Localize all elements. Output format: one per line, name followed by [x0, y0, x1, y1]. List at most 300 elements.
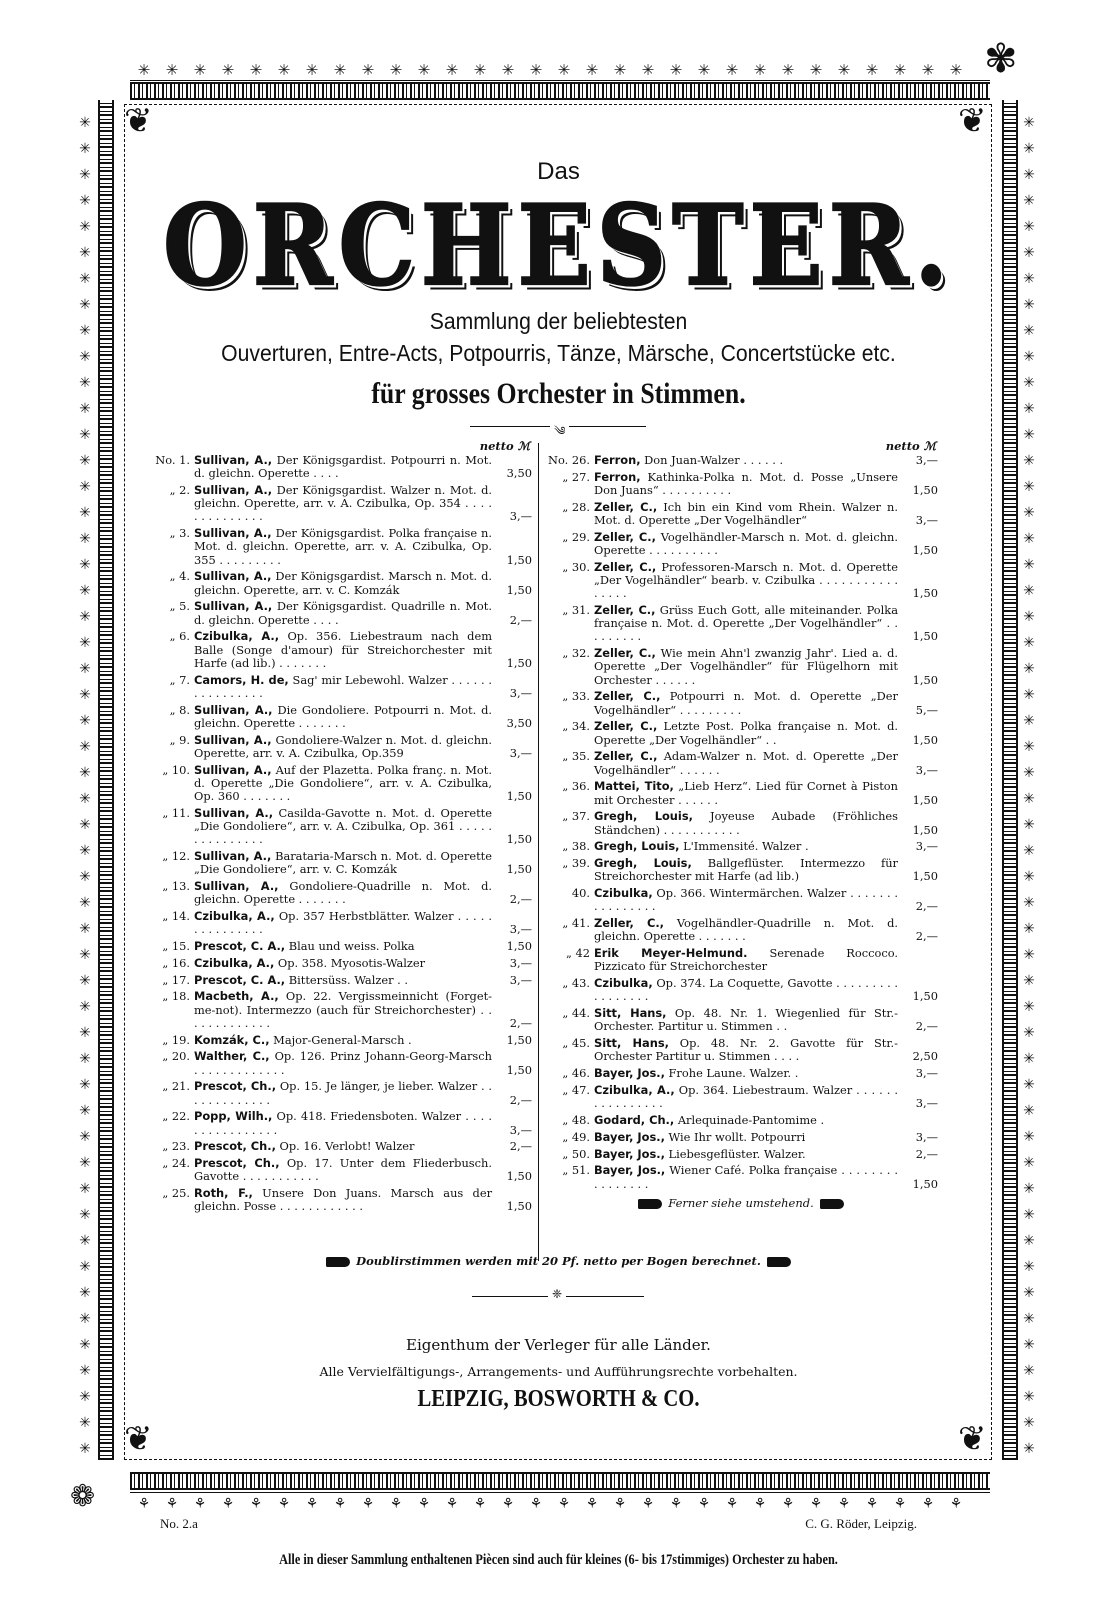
catalog-entry	[144, 1140, 532, 1153]
entry-price: 1,50	[912, 822, 938, 837]
star-ornament-icon: ✳	[809, 61, 823, 79]
star-ornament-icon: ⚘	[473, 1496, 487, 1512]
entry-price: 3,—	[509, 972, 532, 987]
catalog-entry	[144, 1187, 532, 1213]
entry-composer: Gregh, Louis,	[594, 809, 693, 824]
entry-description	[194, 910, 492, 936]
entry-composer: Sullivan, A.,	[194, 599, 273, 614]
star-ornament-icon: ✳	[1023, 817, 1035, 833]
entry-composer: Gregh, Louis,	[594, 856, 692, 871]
entry-number: „ 33.	[562, 689, 590, 704]
entry-composer: Czibulka, A.,	[194, 909, 275, 924]
entry-description	[194, 850, 492, 876]
star-ornament-icon: ✳	[79, 661, 91, 677]
entry-composer: Macbeth, A.,	[194, 989, 279, 1004]
star-ornament-icon: ✳	[79, 921, 91, 937]
star-ornament-icon: ✳	[697, 61, 711, 79]
entry-title: Grüss Euch Gott, alle miteinander. Polka française n. Mot. d. Operette „Der Vogelhändler“ . . . . . . . . .	[594, 603, 898, 644]
entry-description	[594, 887, 898, 913]
star-ornament-icon: ⚘	[193, 1496, 207, 1512]
entry-number: „ 12.	[162, 849, 190, 864]
star-ornament-icon: ✳	[1023, 1129, 1035, 1145]
pointing-hand-icon	[326, 1257, 350, 1267]
entry-title: Op. 17. Unter dem Fliederbusch. Gavotte . . . . . . . . . . .	[194, 1156, 492, 1184]
star-ornament-icon: ✳	[79, 349, 91, 365]
entry-price: 2,50	[912, 1049, 938, 1064]
star-ornament-icon: ✳	[1023, 1389, 1035, 1405]
entry-number: „ 17.	[162, 972, 190, 987]
catalog-entry	[544, 471, 938, 497]
star-ornament-icon: ✳	[1023, 531, 1035, 547]
star-ornament-icon: ✳	[585, 61, 599, 79]
entry-number: „ 22.	[162, 1109, 190, 1124]
entry-price: 1,50	[506, 1032, 532, 1047]
entry-title: Der Königsgardist. Quadrille n. Mot. d. gleichn. Operette . . . .	[194, 599, 492, 627]
star-ornament-icon: ⚘	[781, 1496, 795, 1512]
entry-number: „ 34.	[562, 719, 590, 734]
entry-description	[194, 990, 492, 1030]
top-border-band	[130, 82, 990, 100]
star-ornament-icon: ✳	[1023, 1181, 1035, 1197]
entry-description	[594, 750, 898, 776]
entry-number: „ 2.	[169, 483, 190, 497]
catalog-entry	[144, 974, 532, 987]
divider-flourish-icon: ༄	[550, 418, 569, 452]
catalog-entry	[544, 1114, 938, 1127]
entry-description	[194, 1157, 492, 1183]
entry-price: 3,—	[915, 762, 938, 777]
entry-title: L'Immensité. Walzer .	[683, 839, 809, 854]
star-ornament-icon: ✳	[79, 375, 91, 391]
entry-price: 1,50	[506, 832, 532, 847]
catalog-entry	[544, 1131, 938, 1144]
entry-title: Wie Ihr wollt. Potpourri	[668, 1129, 806, 1144]
star-ornament-icon: ✳	[79, 453, 91, 469]
entry-number: „ 35.	[562, 749, 590, 764]
catalog-entry	[144, 734, 532, 760]
catalog-entry	[544, 690, 938, 716]
star-ornament-icon: ✳	[1023, 505, 1035, 521]
catalog-entry	[144, 570, 532, 596]
entry-number: „ 36.	[562, 779, 590, 794]
star-ornament-icon: ✳	[1023, 739, 1035, 755]
catalog-entry	[144, 1034, 532, 1047]
entry-title: Casilda-Gavotte n. Mot. d. Operette „Die Gondoliere“, arr. v. A. Czibulka, Op. 361 . . . . . . . . . . . . . . .	[194, 805, 492, 847]
entry-description	[594, 531, 898, 557]
entry-composer: Bayer, Jos.,	[594, 1129, 665, 1144]
entry-title: Potpourri n. Mot. d. Operette „Der Vogelhändler“ . . . . . . . . .	[594, 689, 898, 717]
star-ornament-icon: ✳	[249, 61, 263, 79]
entry-composer: Sullivan, A.,	[194, 879, 279, 894]
pointing-hand-icon	[820, 1199, 844, 1209]
entry-composer: Sullivan, A.,	[194, 453, 273, 467]
star-ornament-icon: ⚘	[837, 1496, 851, 1512]
star-ornament-icon: ✳	[79, 115, 91, 131]
catalog-entry	[544, 604, 938, 644]
catalog-column-left	[144, 440, 532, 1217]
entry-price: 3,—	[509, 955, 532, 970]
star-ornament-icon: ✳	[79, 1077, 91, 1093]
star-ornament-icon: ✳	[1023, 635, 1035, 651]
catalog-entry	[544, 1007, 938, 1033]
entry-price: 3,50	[506, 466, 532, 481]
entry-title: Serenade Roccoco. Pizzicato für Streichorchester	[594, 946, 899, 974]
star-ornament-icon: ✳	[79, 583, 91, 599]
entry-composer: Czibulka,	[594, 976, 653, 991]
entry-price: 3,—	[509, 745, 532, 760]
entry-title: Unsere Don Juans. Marsch aus der gleichn. Posse . . . . . . . . . . . .	[194, 1186, 493, 1214]
ferner-note-text: Ferner siehe umstehend.	[668, 1195, 814, 1210]
subtitle-line-2: Ouverturen, Entre-Acts, Potpourris, Tänze, Märsche, Concertstücke etc.	[221, 340, 896, 366]
star-ornament-icon: ✳	[1023, 1025, 1035, 1041]
star-ornament-icon: ✳	[79, 609, 91, 625]
star-ornament-icon: ✳	[1023, 141, 1035, 157]
entry-number: „ 37.	[562, 809, 590, 824]
entry-number: „ 30.	[562, 559, 590, 574]
entry-description	[594, 1007, 898, 1033]
entry-price: 2,—	[915, 899, 938, 914]
entry-description	[594, 1084, 898, 1110]
star-ornament-icon: ⚘	[333, 1496, 347, 1512]
rights-title: Eigenthum der Verleger für alle Länder.	[406, 1336, 711, 1354]
entry-description	[194, 940, 492, 953]
entry-composer: Zeller, C.,	[594, 603, 656, 617]
catalog-entry	[144, 1080, 532, 1106]
entry-description	[594, 454, 898, 467]
star-ornament-icon: ⚘	[753, 1496, 767, 1512]
star-ornament-icon: ✳	[79, 1259, 91, 1275]
entry-description	[594, 604, 898, 644]
star-ornament-icon: ✳	[79, 635, 91, 651]
title-prefix: Das	[537, 158, 580, 185]
catalog-entry	[144, 957, 532, 970]
entry-title: Arlequinade-Pantomime .	[677, 1113, 825, 1127]
entry-number: „ 11.	[162, 805, 190, 820]
catalog-entry	[144, 1157, 532, 1183]
entry-price: 3,—	[509, 685, 532, 700]
entry-number: „ 14.	[162, 909, 190, 924]
catalog-entry	[144, 704, 532, 730]
star-ornament-icon: ✳	[473, 61, 487, 79]
entry-price: 1,50	[912, 543, 938, 557]
doublir-note-text: Doublirstimmen werden mit 20 Pf. netto per Bogen berechnet.	[356, 1254, 761, 1268]
entry-number: „ 7.	[169, 672, 190, 687]
entry-description	[594, 780, 898, 806]
pointing-hand-icon	[638, 1199, 662, 1209]
star-ornament-icon: ✳	[79, 1285, 91, 1301]
star-ornament-icon: ✳	[277, 61, 291, 79]
entry-description	[194, 454, 492, 480]
entry-composer: Sitt, Hans,	[594, 1006, 667, 1021]
star-ornament-icon: ✳	[1023, 1285, 1035, 1301]
catalog-entry	[144, 527, 532, 567]
entry-description	[194, 974, 492, 987]
pointing-hand-icon	[767, 1257, 791, 1267]
entry-composer: Zeller, C.,	[594, 749, 658, 764]
star-ornament-icon: ✳	[79, 895, 91, 911]
star-ornament-icon: ✳	[79, 167, 91, 183]
entry-composer: Zeller, C.,	[594, 689, 661, 704]
entry-description	[594, 647, 898, 687]
star-ornament-icon: ✳	[79, 739, 91, 755]
floral-scroll-ornament-icon: ✾	[984, 36, 1018, 82]
entry-description	[594, 1067, 898, 1080]
catalog-entry	[144, 940, 532, 953]
entry-composer: Prescot, C. A.,	[194, 939, 286, 954]
entry-number: „ 15.	[162, 939, 190, 954]
entry-number: „ 21.	[162, 1079, 190, 1094]
entry-price: 3,—	[915, 839, 938, 854]
star-ornament-icon: ✳	[79, 219, 91, 235]
entry-title: Wiener Café. Polka française . . . . . . . . . . . . . . . .	[594, 1163, 898, 1191]
entry-composer: Bayer, Jos.,	[594, 1163, 666, 1178]
entry-number: „ 48.	[562, 1113, 590, 1127]
entry-composer: Czibulka, A.,	[194, 629, 280, 644]
entry-composer: Zeller, C.,	[594, 559, 657, 574]
star-ornament-icon: ⚘	[893, 1496, 907, 1512]
entry-title: Liebesgeflüster. Walzer.	[668, 1146, 806, 1161]
star-ornament-icon: ⚘	[585, 1496, 599, 1512]
entry-description	[194, 1080, 492, 1106]
entry-number: No. 26.	[548, 453, 590, 467]
catalog-entry	[144, 850, 532, 876]
entry-title: Vogelhändler-Marsch n. Mot. d. gleichn. Operette . . . . . . . . . .	[594, 529, 898, 557]
ferner-note	[544, 1197, 938, 1210]
entry-description	[194, 764, 492, 804]
star-ornament-icon: ✳	[79, 1025, 91, 1041]
star-ornament-icon: ✳	[79, 1441, 91, 1457]
entry-number: „ 6.	[169, 629, 190, 644]
star-ornament-icon: ✳	[669, 61, 683, 79]
entry-title: „Lieb Herz“. Lied für Cornet à Piston mit Orchester . . . . . .	[594, 779, 899, 807]
entry-description	[194, 1140, 492, 1153]
entry-number: „ 32.	[562, 646, 590, 661]
publisher: LEIPZIG, BOSWORTH & CO.	[417, 1386, 700, 1412]
entry-title: Op. 126. Prinz Johann-Georg-Marsch . . . . . . . . . . . . .	[194, 1049, 492, 1077]
star-ornament-icon: ✳	[333, 61, 347, 79]
star-ornament-icon: ✳	[1023, 895, 1035, 911]
star-ornament-icon: ✳	[79, 817, 91, 833]
star-ornament-icon: ⚘	[865, 1496, 879, 1512]
entry-description	[594, 1114, 898, 1127]
star-ornament-icon: ✳	[79, 869, 91, 885]
entry-title: Auf der Plazetta. Polka franç. n. Mot. d. Operette „Die Gondoliere“, arr. v. A. Czibulka, Op. 360 . . . . . . .	[194, 762, 492, 804]
star-ornament-icon: ⚘	[137, 1496, 151, 1512]
star-ornament-icon: ✳	[1023, 167, 1035, 183]
entry-description	[594, 947, 898, 973]
entry-description	[594, 690, 898, 716]
catalog-entry	[544, 810, 938, 836]
star-ornament-icon: ✳	[1023, 1155, 1035, 1171]
star-ornament-icon: ✳	[1023, 557, 1035, 573]
entry-number: „ 38.	[562, 839, 590, 854]
entry-title: Op. 48. Nr. 2. Gavotte für Str.-Orchester Partitur u. Stimmen . . . .	[594, 1036, 898, 1064]
entry-price: 1,50	[506, 939, 532, 954]
star-ornament-icon: ✳	[79, 843, 91, 859]
star-ornament-icon: ✳	[501, 61, 515, 79]
star-ornament-icon: ✳	[79, 1103, 91, 1119]
entry-number: „ 28.	[562, 499, 590, 514]
star-ornament-icon: ✳	[79, 973, 91, 989]
entry-price: 3,—	[509, 509, 532, 524]
entry-number: „ 39.	[562, 856, 590, 871]
star-ornament-icon: ✳	[79, 271, 91, 287]
entry-composer: Gregh, Louis,	[594, 839, 680, 854]
star-ornament-icon: ✳	[193, 61, 207, 79]
column-separator	[538, 443, 539, 1261]
entry-description	[194, 957, 492, 970]
entry-composer: Camors, H. de,	[194, 672, 289, 687]
star-ornament-icon: ✳	[1023, 609, 1035, 625]
star-ornament-icon: ⚘	[809, 1496, 823, 1512]
scroll-ornament-icon: ❁	[70, 1479, 96, 1514]
entry-number: „ 45.	[562, 1036, 590, 1051]
entry-composer: Roth, F.,	[194, 1186, 253, 1201]
star-ornament-icon: ✳	[1023, 1259, 1035, 1275]
bottom-border-band	[130, 1472, 990, 1490]
entry-price: 3,—	[915, 1129, 938, 1144]
entry-composer: Ferron,	[594, 453, 641, 467]
star-ornament-icon: ✳	[781, 61, 795, 79]
entry-composer: Zeller, C.,	[594, 646, 656, 661]
entry-title: Ich bin ein Kind vom Rhein. Walzer n. Mot. d. Operette „Der Vogelhändler“	[594, 499, 898, 527]
star-ornament-icon: ⚘	[501, 1496, 515, 1512]
star-ornament-icon: ✳	[79, 999, 91, 1015]
entry-description	[594, 810, 898, 836]
entry-number: „ 51.	[562, 1163, 590, 1178]
catalog-entry	[544, 1067, 938, 1080]
catalog-entry	[544, 720, 938, 746]
star-ornament-icon: ✳	[1023, 583, 1035, 599]
entry-price: 1,50	[912, 672, 938, 687]
entry-composer: Erik Meyer-Helmund.	[594, 946, 748, 961]
star-ornament-icon: ⚘	[277, 1496, 291, 1512]
entry-price: 2,—	[509, 1139, 532, 1154]
entry-title: Op. 356. Liebestraum nach dem Balle (Songe d'amour) für Streichorchester mit Harfe (ad lib.) . . . . . . .	[194, 629, 492, 670]
star-ornament-icon: ✳	[949, 61, 963, 79]
star-ornament-icon: ✳	[1023, 1441, 1035, 1457]
entry-price: 5,—	[915, 702, 938, 717]
entry-price: 1,50	[506, 582, 532, 597]
entry-title: Blau und weiss. Polka	[288, 939, 415, 954]
star-ornament-icon: ✳	[1023, 219, 1035, 235]
entry-price: 2,—	[509, 1015, 532, 1030]
star-ornament-icon: ✳	[79, 531, 91, 547]
catalog-entry	[544, 947, 938, 973]
page-title: ORCHESTER.	[163, 180, 954, 311]
entry-number: „ 49.	[562, 1129, 590, 1144]
star-ornament-icon: ✳	[79, 401, 91, 417]
star-ornament-icon: ✳	[1023, 1311, 1035, 1327]
catalog-entry	[544, 1148, 938, 1161]
star-ornament-icon: ✳	[1023, 1337, 1035, 1353]
entry-title: Ballgeflüster. Intermezzo für Streichorchester mit Harfe (ad lib.)	[594, 856, 899, 884]
entry-description	[194, 1034, 492, 1047]
star-ornament-icon: ✳	[79, 1181, 91, 1197]
entry-number: „ 27.	[562, 469, 590, 484]
catalog-entry	[544, 840, 938, 853]
entry-price: 1,50	[912, 629, 938, 644]
rights-text: Alle Vervielfältigungs-, Arrangements- und Aufführungsrechte vorbehalten.	[319, 1364, 798, 1379]
entry-description	[594, 1131, 898, 1144]
catalog-entry	[144, 484, 532, 524]
star-ornament-icon: ⚘	[613, 1496, 627, 1512]
catalog-entry	[544, 977, 938, 1003]
entry-title: Gondoliere-Quadrille n. Mot. d. gleichn. Operette . . . . . . .	[194, 879, 492, 907]
star-ornament-icon: ✳	[1023, 843, 1035, 859]
entry-title: Letzte Post. Polka française n. Mot. d. Operette „Der Vogelhändler“ . .	[594, 719, 898, 747]
footer-note: Alle in dieser Sammlung enthaltenen Piècen sind auch für kleines (6- bis 17stimmiges) Orchester zu haben.	[279, 1552, 838, 1568]
star-ornament-icon: ✳	[529, 61, 543, 79]
star-ornament-icon: ✳	[1023, 453, 1035, 469]
star-ornament-icon: ✳	[1023, 245, 1035, 261]
entry-title: Adam-Walzer n. Mot. d. Operette „Der Vogelhändler“ . . . . . .	[594, 749, 898, 777]
entry-title: Op. 22. Vergissmeinnicht (Forget-me-not). Intermezzo (auch für Streichorchester) . . . . . . . . . . . . .	[194, 989, 493, 1030]
entry-price: 1,50	[912, 989, 938, 1004]
entry-description	[194, 630, 492, 670]
star-ornament-icon: ✳	[837, 61, 851, 79]
entry-composer: Zeller, C.,	[594, 499, 658, 514]
price-header: netto ℳ	[479, 439, 530, 453]
entry-number: 40.	[571, 886, 590, 901]
entry-description	[594, 1164, 898, 1190]
entry-composer: Prescot, Ch.,	[194, 1079, 277, 1094]
entry-price: 3,—	[915, 1096, 938, 1111]
entry-price: 2,—	[509, 892, 532, 907]
star-ornament-icon: ✳	[1023, 947, 1035, 963]
entry-composer: Godard, Ch.,	[594, 1113, 675, 1127]
star-ornament-icon: ✳	[389, 61, 403, 79]
entry-price: 1,50	[912, 1176, 938, 1191]
entry-description	[594, 840, 898, 853]
entry-title: Op. 358. Myosotis-Walzer	[277, 955, 426, 970]
entry-title: Op. 364. Liebestraum. Walzer . . . . . . . . . . . . . . . .	[594, 1083, 898, 1111]
subtitle-line-3: für grosses Orchester in Stimmen.	[371, 377, 746, 410]
entry-number: „ 4.	[169, 569, 190, 584]
entry-number: „ 8.	[169, 702, 190, 717]
entry-number: „ 19.	[162, 1032, 190, 1047]
catalog-entry	[144, 910, 532, 936]
star-ornament-icon: ✳	[1023, 973, 1035, 989]
plate-number: No. 2.a	[160, 1516, 198, 1531]
entry-number: „ 31.	[562, 603, 590, 617]
entry-title: Op. 366. Wintermärchen. Walzer . . . . . . . . . . . . . . . .	[594, 886, 898, 914]
entry-price: 3,—	[915, 513, 938, 527]
catalog-entry	[144, 630, 532, 670]
star-ornament-icon: ✳	[921, 61, 935, 79]
star-ornament-icon: ✳	[79, 479, 91, 495]
entry-title: Op. 357 Herbstblätter. Walzer . . . . . . . . . . . . . . .	[194, 909, 493, 937]
entry-number: „ 43.	[562, 976, 590, 991]
entry-title: Bittersüss. Walzer . .	[288, 972, 409, 987]
catalog-entry	[544, 857, 938, 883]
entry-description	[194, 600, 492, 626]
entry-description	[594, 471, 898, 497]
entry-title: Kathinka-Polka n. Mot. d. Posse „Unsere Don Juans“ . . . . . . . . . .	[594, 469, 898, 497]
doublir-note	[0, 1254, 1117, 1268]
catalog-entry	[544, 1164, 938, 1190]
entry-number: „ 50.	[562, 1146, 590, 1161]
leaf-corner-ornament-icon: ❦	[958, 101, 987, 141]
catalog-entry	[144, 1110, 532, 1136]
star-ornament-icon: ✳	[79, 1155, 91, 1171]
entry-title: Wie mein Ahn'l zwanzig Jahr'. Lied a. d. Operette „Der Vogelhändler“ für Flügelhorn mit Orchester . . . . . .	[594, 646, 899, 687]
star-ornament-icon: ✳	[1023, 713, 1035, 729]
entry-description	[194, 704, 492, 730]
entry-number: „ 41.	[562, 916, 590, 931]
star-ornament-icon: ✳	[417, 61, 431, 79]
star-ornament-icon: ✳	[79, 1363, 91, 1379]
